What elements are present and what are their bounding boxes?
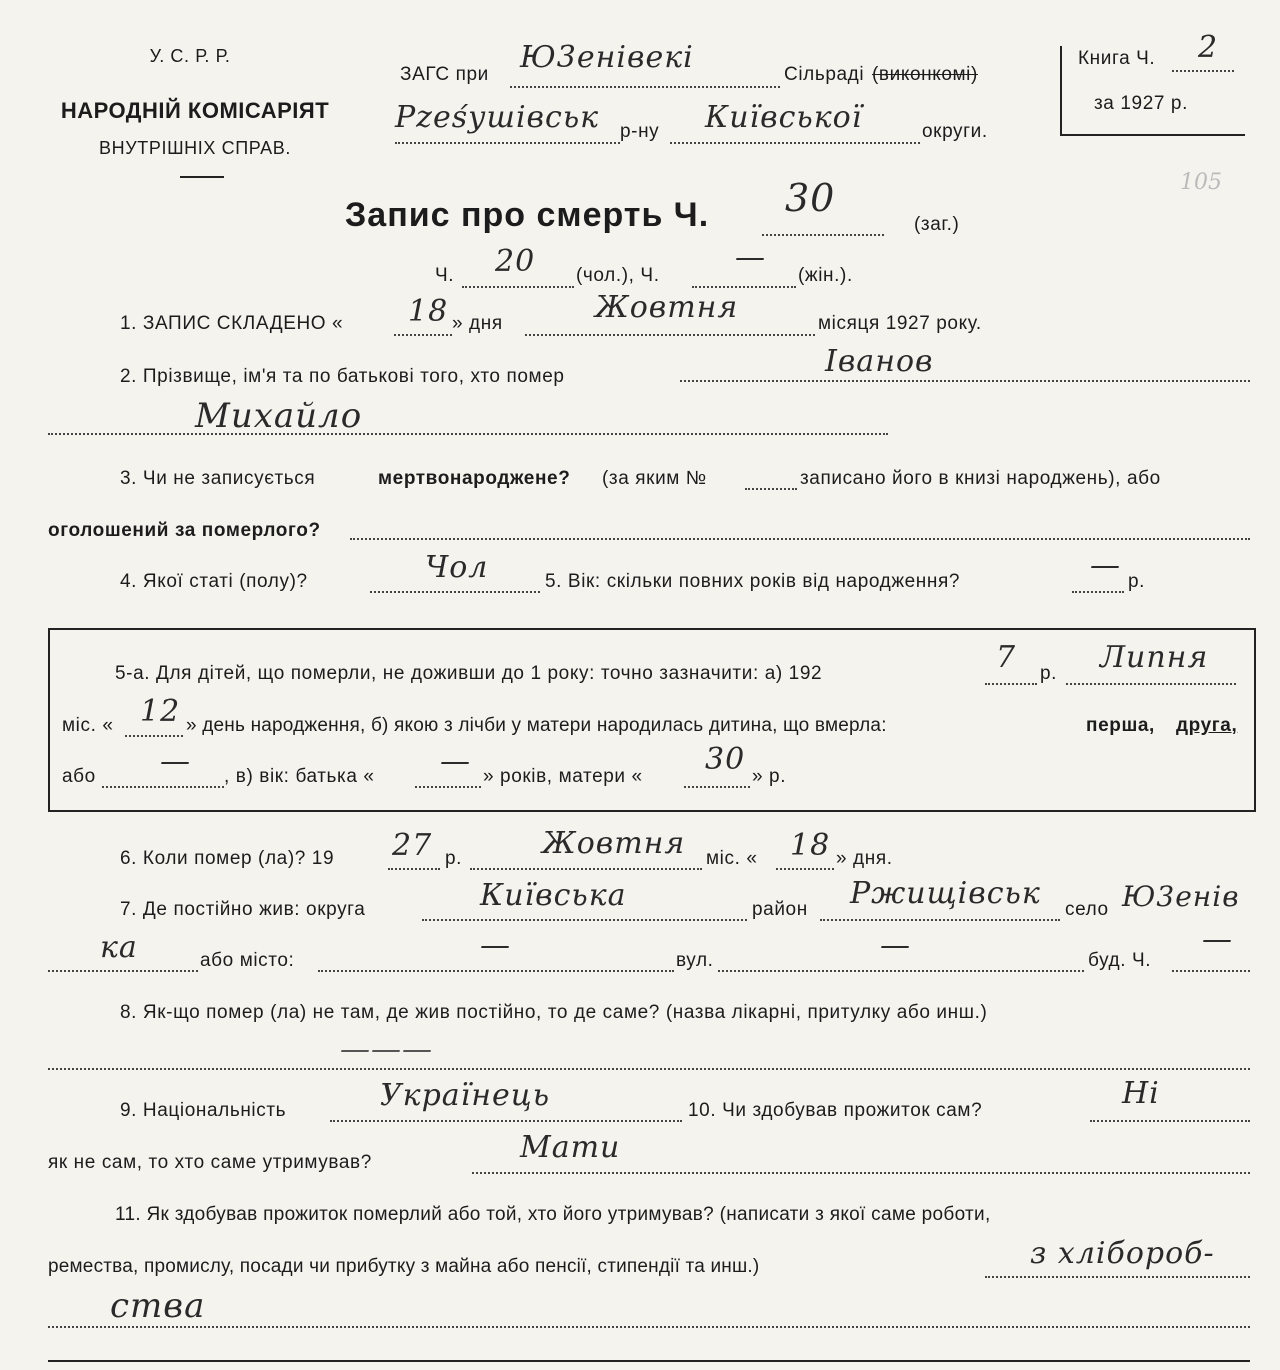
f3-declared-line <box>350 538 1250 540</box>
f10b-label: як не сам, то хто саме утримував? <box>48 1152 372 1173</box>
male-count-label: (чол.), Ч. <box>576 265 660 286</box>
f11-line <box>985 1276 1250 1278</box>
header-divider <box>180 176 224 178</box>
f9-label: 9. Національність <box>120 1100 287 1121</box>
zags-struck: (виконкомі) <box>872 64 978 85</box>
f6-year: 27 <box>392 828 433 863</box>
f10-label: 10. Чи здобував прожиток сам? <box>688 1100 983 1121</box>
f11-cont-line <box>48 1326 1250 1328</box>
rayon-label: р-ну <box>620 121 660 142</box>
f4-value: Чол <box>425 550 489 585</box>
f5a-line3b: » років, матери « <box>483 766 643 787</box>
book-year: за 1927 р. <box>1094 93 1188 114</box>
okruha-value: Київської <box>705 100 863 135</box>
f7-selo-cont: ка <box>100 930 138 965</box>
margin-note: 105 <box>1180 170 1222 195</box>
f2-surname-line <box>680 380 1250 382</box>
f7-selo: Ю3ені​в <box>1122 880 1240 913</box>
f7-bud: — <box>1202 922 1233 957</box>
f1-tail: місяця 1927 року. <box>818 313 982 334</box>
f5a-mother: 30 <box>705 742 746 777</box>
book-box-bottom-border <box>1060 134 1245 136</box>
record-number: 30 <box>785 176 836 220</box>
female-count-value: — <box>735 240 766 275</box>
f11-line2: ремества, промислу, посади чи прибутку з майна або пенсії, стипендії та инш.) <box>48 1256 760 1277</box>
f7-vul: — <box>880 928 911 963</box>
f5a-year: 7 <box>996 640 1017 675</box>
f2-surname: Іванов <box>825 344 934 379</box>
f2-name-line <box>48 433 888 435</box>
female-count-label: (жін.). <box>798 265 853 286</box>
f11-value: з хлібороб- <box>1030 1236 1215 1271</box>
f5a-year-line <box>985 683 1037 685</box>
male-count-value: 20 <box>495 244 536 279</box>
f5a-month-line <box>1066 683 1236 685</box>
f7-selo-label: село <box>1065 899 1109 920</box>
commissariat-label: НАРОДНІЙ КОМІСАРІЯТ <box>60 98 330 123</box>
record-zag-label: (заг.) <box>914 214 960 235</box>
f5a-mother-line <box>684 786 750 788</box>
f7-vul-line <box>718 970 1084 972</box>
book-number-line <box>1172 70 1234 72</box>
f6-label: 6. Коли помер (ла)? 19 <box>120 848 335 869</box>
f7-label: 7. Де постійно жив: округа <box>120 899 366 920</box>
f3-declared-dead: оголошений за померлого? <box>48 520 321 541</box>
zags-village-value: Ю3е​ніве​кі <box>520 40 694 75</box>
f3-text-a: 3. Чи не записується <box>120 468 316 489</box>
zags-prefix: ЗАГС при <box>400 64 489 85</box>
okruha-label: округи. <box>922 121 988 142</box>
f4-label: 4. Якої статі (полу)? <box>120 571 308 592</box>
f7-bud-label: буд. Ч. <box>1088 950 1152 971</box>
f5a-month: Липня <box>1100 640 1209 675</box>
bottom-rule <box>48 1360 1250 1362</box>
f10-line <box>1090 1120 1250 1122</box>
f6-month: Жовтня <box>542 826 686 861</box>
f10b-line <box>472 1172 1250 1174</box>
female-count-line <box>692 286 796 288</box>
f6-year-line <box>388 868 440 870</box>
f5a-other-line <box>102 786 224 788</box>
f7-vul-label: вул. <box>676 950 714 971</box>
book-number: 2 <box>1198 30 1219 65</box>
f1-month: Жовтня <box>595 290 739 325</box>
record-title: Запис про смерть Ч. <box>345 196 710 234</box>
internal-affairs-label: ВНУТРІШНІХ СПРАВ. <box>99 138 291 158</box>
f5a-other: — <box>160 744 191 779</box>
f3-text-b: (за яким № <box>602 468 707 489</box>
f1-day: 18 <box>408 294 449 329</box>
f5a-day-line <box>125 735 183 737</box>
f2-label: 2. Прізвище, ім'я та по батькові того, хто помер <box>120 366 565 387</box>
f6-day-line <box>776 868 834 870</box>
f5-line <box>1072 591 1124 593</box>
okruha-line <box>670 142 920 144</box>
f5a-day: 12 <box>140 694 181 729</box>
f6-mis: міс. « <box>706 848 758 869</box>
f11-line1: 11. Як здобував прожиток померлий або той, хто його утримував? (написати з якої саме роботи, <box>115 1204 991 1225</box>
f7-bud-line <box>1172 970 1250 972</box>
f5a-father: — <box>440 744 471 779</box>
f7-selo-cont-line <box>48 970 198 972</box>
f11-value-cont: ства <box>110 1286 206 1326</box>
f7-rayon-line <box>820 919 1060 921</box>
f3-text-c: записано його в книзі народжень), або <box>800 468 1161 489</box>
male-count-prefix: Ч. <box>435 265 455 286</box>
male-count-line <box>462 286 574 288</box>
f7-okruha: Київська <box>480 878 627 913</box>
f8-value: ——— <box>340 1032 433 1067</box>
f3-number-line <box>745 488 797 490</box>
f7-okruha-line <box>422 919 747 921</box>
f5a-second: друга, <box>1176 715 1238 736</box>
f5a-line1: 5-а. Для дітей, що померли, не доживши до 1 року: точно зазначити: а) 192 <box>115 663 823 684</box>
f6-month-line <box>470 868 702 870</box>
record-number-line <box>762 234 884 236</box>
f7-misto-line <box>318 970 674 972</box>
f6-tail: » дня. <box>836 848 893 869</box>
f10b-value: Мати <box>520 1130 621 1165</box>
f3-stillborn: мертвонароджене? <box>378 468 571 489</box>
f5a-r: р. <box>1040 663 1058 684</box>
f5a-father-line <box>415 786 481 788</box>
rayon-value: Рześушівськ <box>395 100 600 135</box>
f9-value: Українець <box>380 1078 551 1113</box>
f5a-mis: міс. « <box>62 715 114 736</box>
zags-village-line <box>510 86 780 88</box>
f1-label: 1. ЗАПИС СКЛАДЕНО « <box>120 313 344 334</box>
f5-value: — <box>1090 548 1121 583</box>
f7-misto: — <box>480 928 511 963</box>
f5a-line3: , в) вік: батька « <box>224 766 375 787</box>
f5-label: 5. Вік: скільки повних років від народження? <box>545 571 961 592</box>
f8-line <box>48 1068 1250 1070</box>
f5a-abo: або <box>62 766 96 787</box>
f6-day: 18 <box>790 828 831 863</box>
f5a-line3c: » р. <box>752 766 787 787</box>
f2-name: Михайло <box>195 396 363 436</box>
f5a-first: перша, <box>1086 715 1155 736</box>
book-box-left-border <box>1060 46 1062 136</box>
f7-rayon-label: район <box>752 899 808 920</box>
f5-suffix: р. <box>1128 571 1146 592</box>
f1-day-suffix: » дня <box>452 313 503 334</box>
f7-rayon: Ржищівськ <box>850 876 1041 911</box>
rayon-line <box>395 142 620 144</box>
f1-day-line <box>394 334 452 336</box>
f5a-line2: » день народження, б) якою з лічби у матери народилась дитина, що вмерла: <box>186 715 887 736</box>
f1-month-line <box>525 334 815 336</box>
zags-suffix: Сільраді <box>784 64 865 85</box>
book-label: Книга Ч. <box>1078 48 1156 69</box>
f10-value: Ні <box>1122 1076 1160 1111</box>
f4-line <box>370 591 540 593</box>
f8-label: 8. Як-що помер (ла) не там, де жив постійно, то де саме? (назва лікарні, притулку або инш.) <box>120 1002 988 1023</box>
f9-line <box>330 1120 682 1122</box>
republic-label: У. С. Р. Р. <box>149 46 231 66</box>
f7-misto-label: або місто: <box>200 950 295 971</box>
f6-r: р. <box>445 848 463 869</box>
